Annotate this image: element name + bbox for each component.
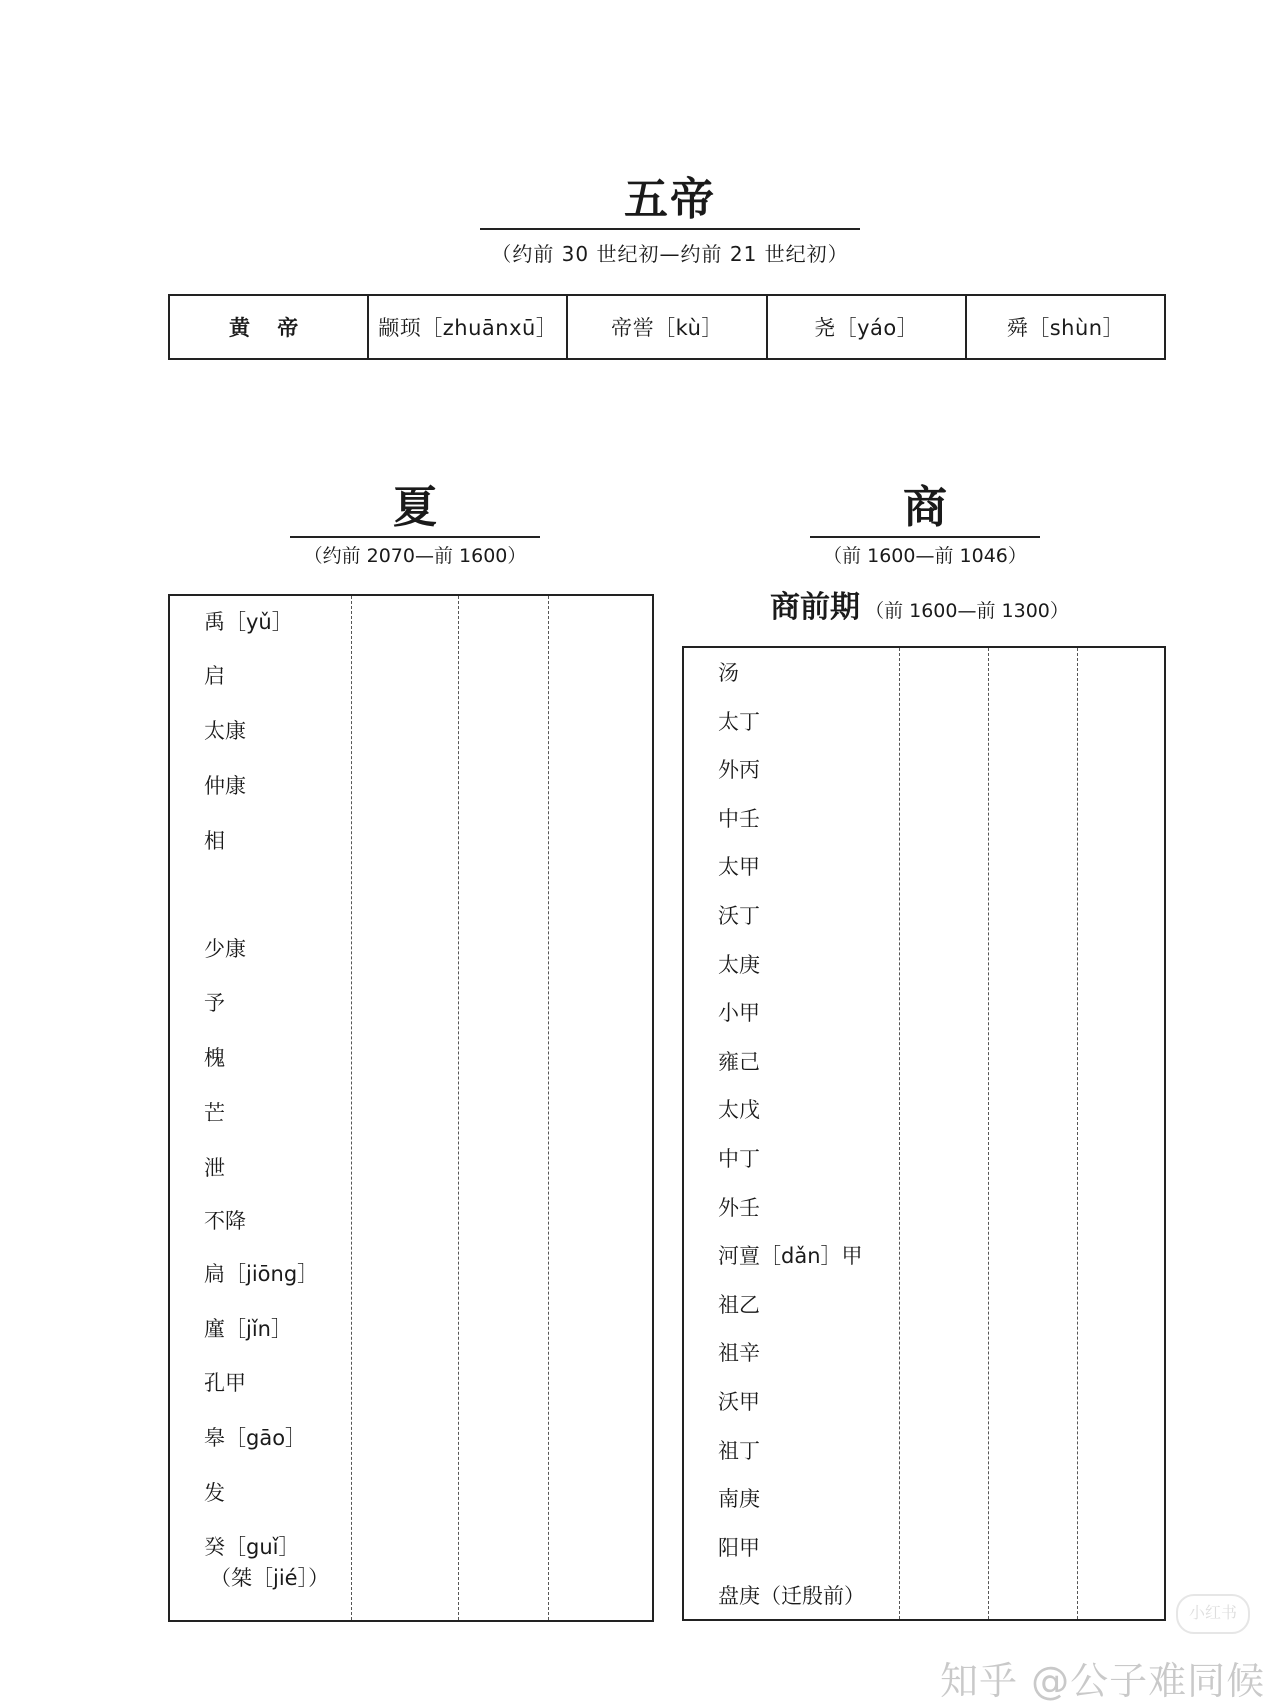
xia-ruler-name: （桀［jié］）	[210, 1566, 330, 1590]
shang-ruler-name: 沃丁	[718, 904, 760, 928]
xia-ruler-name: 皋［gāo］	[204, 1426, 307, 1450]
shang-early-heading	[770, 588, 1100, 632]
shang-ruler-name: 太甲	[718, 855, 760, 880]
shang-ruler-name: 阳甲	[718, 1535, 760, 1560]
emperor-cell-zhuanxu: 颛顼［zhuānxū］	[369, 296, 568, 358]
xia-ruler-name: 扃［jiōng］	[204, 1262, 319, 1286]
xia-ruler-list	[170, 596, 652, 1620]
xia-ruler-name: 少康	[204, 937, 246, 961]
xia-ruler-name: 启	[204, 664, 225, 688]
emperor-cell-diku: 帝喾［kù］	[568, 296, 767, 358]
xia-period: （约前 2070—前 1600）	[303, 545, 527, 567]
shang-ruler-name: 沃甲	[718, 1390, 760, 1414]
xia-ruler-name: 芒	[204, 1101, 225, 1125]
xia-ruler-name: 泄	[204, 1156, 225, 1180]
shang-ruler-name: 太丁	[718, 709, 760, 734]
shang-title: 商	[903, 482, 947, 533]
shang-ruler-name: 河亶［dǎn］甲	[718, 1244, 863, 1269]
shang-ruler-name: 雍己	[718, 1049, 760, 1074]
wudi-title-rule	[480, 228, 860, 230]
xia-ruler-name: 仲康	[204, 774, 246, 798]
shang-ruler-name: 外壬	[718, 1195, 760, 1220]
zhihu-watermark: 知乎 @公子难同候	[940, 1659, 1266, 1703]
shang-ruler-name: 汤	[718, 661, 739, 685]
xiaohongshu-badge: 小红书	[1176, 1594, 1250, 1634]
emperor-cell-huangdi: 黄 帝	[170, 296, 369, 358]
shang-ruler-name: 中丁	[718, 1147, 760, 1171]
shang-period: （前 1600—前 1046）	[823, 545, 1027, 567]
shang-ruler-name: 盘庚（迁殷前）	[718, 1584, 865, 1609]
xia-title: 夏	[393, 482, 437, 533]
shang-ruler-name: 太戊	[718, 1098, 760, 1123]
shang-early-reign-table	[682, 646, 1166, 1621]
xia-ruler-name: 槐	[204, 1046, 225, 1070]
shang-title-rule	[810, 536, 1040, 538]
xia-ruler-name: 发	[204, 1481, 225, 1505]
xia-ruler-name: 不降	[204, 1209, 246, 1233]
shang-ruler-name: 中壬	[718, 806, 760, 831]
shang-ruler-name: 祖丁	[718, 1438, 760, 1463]
xia-ruler-name: 太康	[204, 719, 246, 743]
shang-ruler-name: 祖乙	[718, 1292, 760, 1317]
xia-ruler-name: 相	[204, 829, 225, 853]
shang-ruler-name: 南庚	[718, 1487, 760, 1512]
shang-early-period: （前 1600—前 1300）	[865, 600, 1069, 622]
shang-ruler-list	[684, 648, 1164, 1619]
shang-ruler-name: 祖辛	[718, 1341, 760, 1366]
xia-title-rule	[290, 536, 540, 538]
shang-ruler-name: 外丙	[718, 758, 760, 783]
emperor-cell-shun: 舜［shùn］	[1006, 316, 1125, 340]
emperor-table	[168, 294, 1166, 360]
xia-ruler-name: 孔甲	[204, 1371, 246, 1395]
shang-early-label: 商前期	[770, 590, 860, 625]
xia-ruler-name: 予	[204, 991, 225, 1015]
wudi-title: 五帝	[624, 174, 716, 225]
emperor-cell-yao: 尧［yáo］	[768, 296, 967, 358]
wudi-period: （约前 30 世纪初—约前 21 世纪初）	[491, 242, 849, 266]
shang-ruler-name: 太庚	[718, 952, 760, 977]
xia-ruler-name: 廑［jǐn］	[204, 1317, 292, 1341]
xia-ruler-name: 癸［guǐ］	[204, 1535, 300, 1559]
xia-ruler-name: 禹［yǔ］	[204, 610, 293, 634]
xia-reign-table	[168, 594, 654, 1622]
shang-ruler-name: 小甲	[718, 1001, 760, 1026]
